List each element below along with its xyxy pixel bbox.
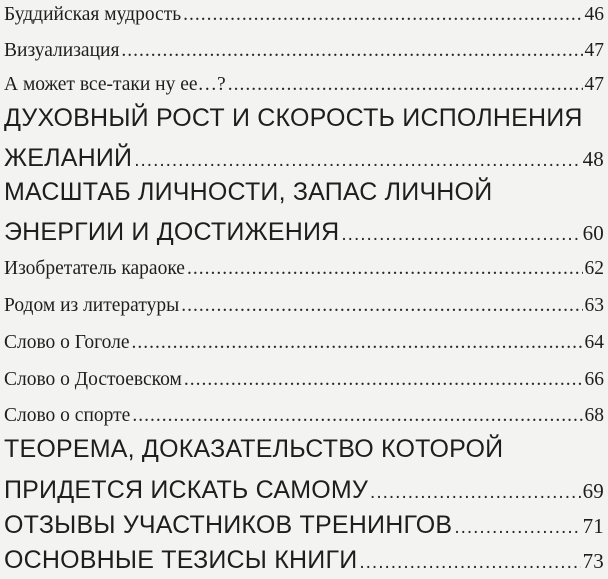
toc-entry-title: Слово о Достоевском <box>4 369 182 390</box>
dot-leader <box>132 405 582 427</box>
toc-page-number: 69 <box>582 479 604 503</box>
toc-page-number: 71 <box>582 514 604 538</box>
dot-leader <box>454 517 580 539</box>
toc-page-number: 47 <box>584 40 604 61</box>
toc-section-title: ОТЗЫВЫ УЧАСТНИКОВ ТРЕНИНГОВ <box>4 511 453 539</box>
toc-entry-title: Слово о Гоголе <box>4 332 130 353</box>
toc-page-number: 62 <box>584 258 604 279</box>
toc-page-number: 60 <box>582 221 604 245</box>
toc-section-title: МАСШТАБ ЛИЧНОСТИ, ЗАПАС ЛИЧНОЙ <box>4 178 493 206</box>
dot-leader <box>184 369 583 391</box>
toc-section-title: ЖЕЛАНИЙ <box>4 144 133 172</box>
toc-entry <box>4 369 604 391</box>
toc-entry-title: Буддийская мудрость <box>4 4 182 25</box>
toc-entry-title: Изобретатель караоке <box>4 258 185 279</box>
toc-page-number: 68 <box>584 405 604 426</box>
toc-section-entry <box>4 546 604 575</box>
toc-page-number: 47 <box>584 74 604 95</box>
toc-section-heading-line1 <box>4 178 604 207</box>
toc-entry <box>4 258 604 280</box>
toc-section-title: ПРИДЕТСЯ ИСКАТЬ САМОМУ <box>4 476 369 504</box>
toc-section-entry <box>4 218 604 247</box>
toc-entry <box>4 4 604 26</box>
toc-section-title: ДУХОВНЫЙ РОСТ И СКОРОСТЬ ИСПОЛНЕНИЯ <box>4 104 583 132</box>
toc-entry <box>4 332 604 354</box>
toc-section-title: ОСНОВНЫЕ ТЕЗИСЫ КНИГИ <box>4 546 358 574</box>
toc-page-number: 46 <box>584 4 604 25</box>
dot-leader <box>187 258 583 280</box>
toc-entry <box>4 295 604 317</box>
dot-leader <box>121 40 582 62</box>
toc-entry <box>4 74 604 96</box>
toc-page-number: 48 <box>582 147 604 171</box>
toc-section-heading-line1 <box>4 435 604 464</box>
dot-leader <box>341 224 580 246</box>
toc-entry <box>4 405 604 427</box>
toc-entry-title: Визуализация <box>4 40 120 61</box>
dot-leader <box>183 4 582 26</box>
toc-page-number: 64 <box>584 332 604 353</box>
dot-leader <box>370 482 581 504</box>
toc-page-number: 63 <box>584 295 604 316</box>
toc-entry-title: Родом из литературы <box>4 295 180 316</box>
toc-page-number: 73 <box>582 549 604 573</box>
dot-leader <box>181 295 582 317</box>
toc-entry-title: А может все-таки ну ее…? <box>4 74 226 95</box>
toc-page-number: 66 <box>584 369 604 390</box>
dot-leader <box>359 552 580 574</box>
toc-section-entry <box>4 144 604 173</box>
toc-section-title: ЭНЕРГИИ И ДОСТИЖЕНИЯ <box>4 218 340 246</box>
toc-entry <box>4 40 604 62</box>
dot-leader <box>134 150 580 172</box>
toc-section-entry <box>4 476 604 505</box>
toc-section-title: ТЕОРЕМА, ДОКАЗАТЕЛЬСТВО КОТОРОЙ <box>4 435 504 463</box>
toc-section-entry <box>4 511 604 540</box>
toc-section-heading-line1 <box>4 104 604 133</box>
dot-leader <box>132 332 583 354</box>
dot-leader <box>228 74 583 96</box>
toc-entry-title: Слово о спорте <box>4 405 131 426</box>
